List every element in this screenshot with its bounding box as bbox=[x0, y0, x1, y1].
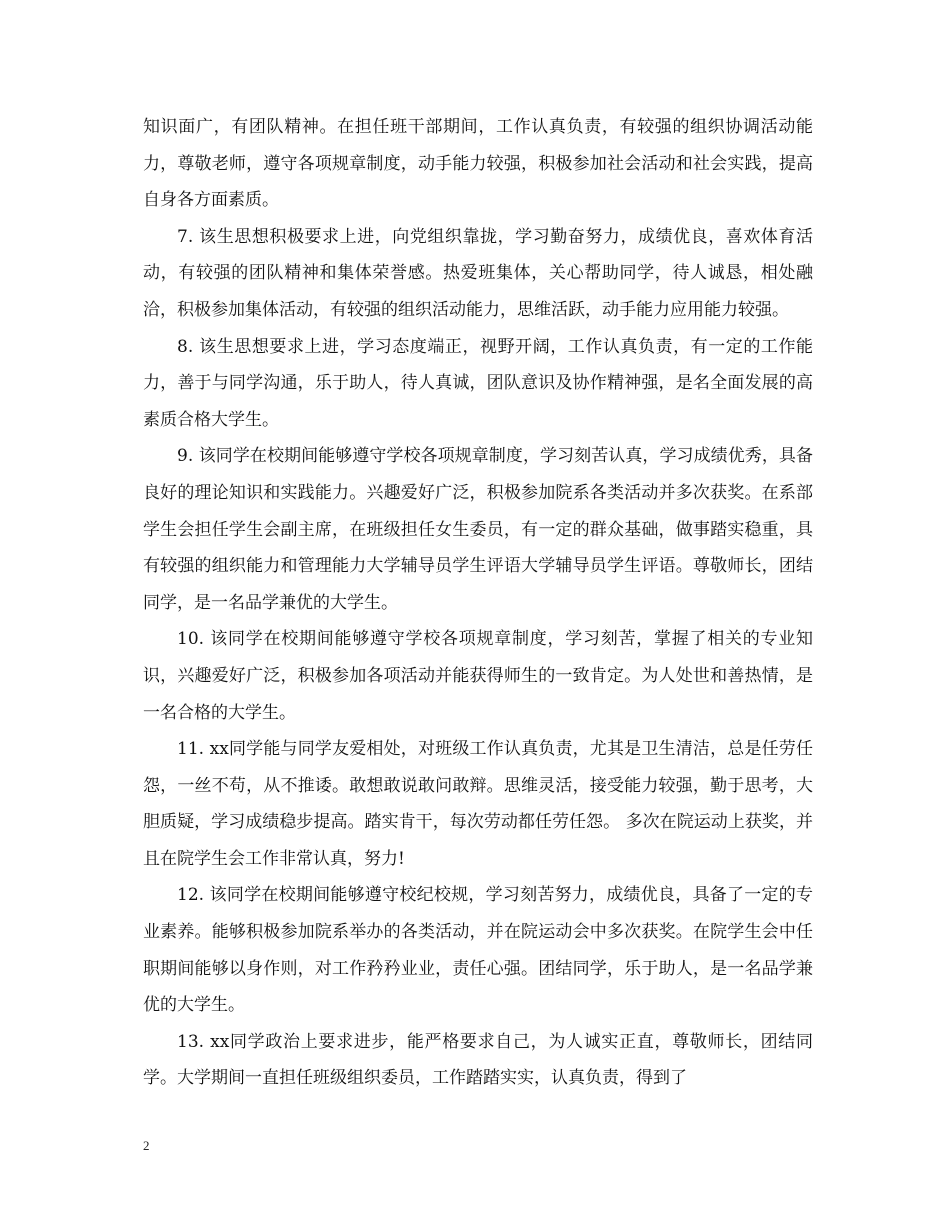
paragraph-8: 8. 该生思想要求上进，学习态度端正，视野开阔，工作认真负责，有一定的工作能力，善于与同学沟通，乐于助人，待人真诚，团队意识及协作精神强，是名全面发展的高素质合格大学生。 bbox=[143, 336, 813, 430]
paragraph-11: 11. xx同学能与同学友爱相处，对班级工作认真负责，尤其是卫生清洁，总是任劳任怨，一丝不苟，从不推诿。敢想敢说敢问敢辩。思维灵活，接受能力较强，勤于思考，大胆质疑，学习成绩稳步提高。踏实肯干，每次劳动都任劳任怨。 多次在院运动上获奖，并且在院学生会工作非常认真，努力! bbox=[143, 739, 813, 869]
document-body bbox=[143, 109, 813, 1097]
paragraph-10: 10. 该同学在校期间能够遵守学校各项规章制度，学习刻苦，掌握了相关的专业知识，兴趣爱好广泛，积极参加各项活动并能获得师生的一致肯定。为人处世和善热情，是一名合格的大学生。 bbox=[143, 629, 813, 723]
paragraph-12: 12. 该同学在校期间能够遵守校纪校规，学习刻苦努力，成绩优良，具备了一定的专业素养。能够积极参加院系举办的各类活动，并在院运动会中多次获奖。在院学生会中任职期间能够以身作则，对工作矜矜业业，责任心强。团结同学，乐于助人，是一名品学兼优的大学生。 bbox=[143, 885, 813, 1016]
paragraph-7: 7. 该生思想积极要求上进，向党组织靠拢，学习勤奋努力，成绩优良，喜欢体育活动，有较强的团队精神和集体荣誉感。热爱班集体，关心帮助同学，待人诚恳，相处融洽，积极参加集体活动，有较强的组织活动能力，思维活跃，动手能力应用能力较强。 bbox=[143, 226, 813, 320]
paragraph-6-continuation: 知识面广，有团队精神。在担任班干部期间，工作认真负责，有较强的组织协调活动能力，尊敬老师，遵守各项规章制度，动手能力较强，积极参加社会活动和社会实践，提高自身各方面素质。 bbox=[143, 117, 813, 211]
paragraph-9: 9. 该同学在校期间能够遵守学校各项规章制度，学习刻苦认真，学习成绩优秀，具备良好的理论知识和实践能力。兴趣爱好广泛，积极参加院系各类活动并多次获奖。在系部学生会担任学生会副主席，在班级担任女生委员，有一定的群众基础，做事踏实稳重，具有较强的组织能力和管理能力大学辅导员学生评语大学辅导员学生评语。尊敬师长，团结同学，是一名品学兼优的大学生。 bbox=[143, 446, 813, 613]
page-number: 2 bbox=[143, 1138, 150, 1153]
paragraph-13: 13. xx同学政治上要求进步，能严格要求自己，为人诚实正直，尊敬师长，团结同学。大学期间一直担任班级组织委员，工作踏踏实实，认真负责，得到了 bbox=[143, 1031, 813, 1089]
